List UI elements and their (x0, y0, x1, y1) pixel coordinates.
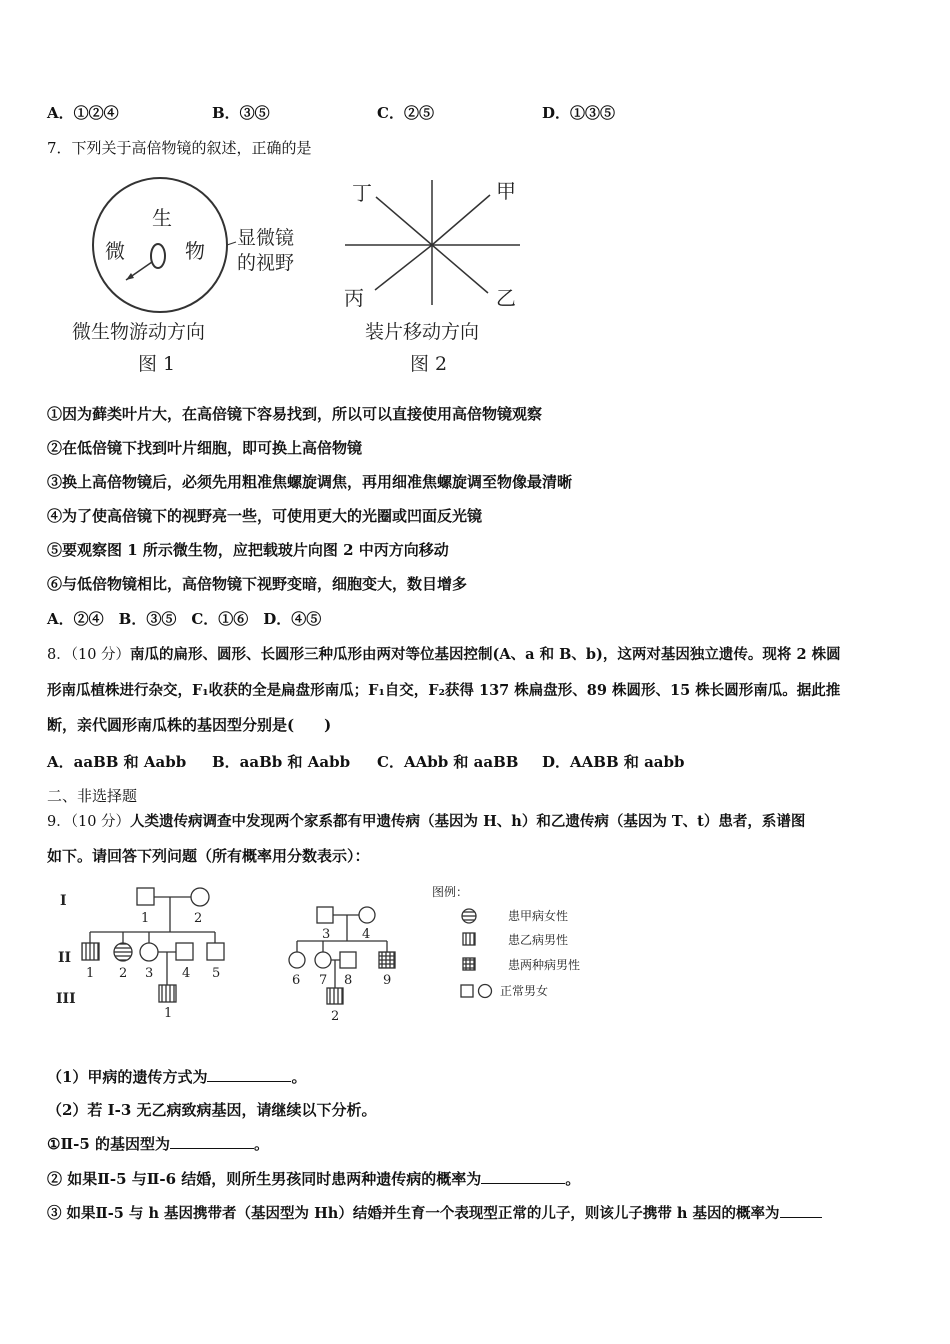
svg-text:3: 3 (145, 966, 154, 981)
q6-option-a: A．①②④ (47, 104, 119, 122)
svg-text:生: 生 (152, 206, 172, 230)
svg-text:图 2: 图 2 (410, 353, 448, 375)
svg-text:III: III (56, 991, 76, 1007)
svg-text:1: 1 (141, 911, 150, 926)
svg-text:1: 1 (164, 1006, 173, 1021)
q7-item-5: ⑤要观察图 1 所示微生物，应把载玻片向图 2 中丙方向移动 (47, 541, 449, 559)
svg-text:6: 6 (292, 973, 301, 988)
svg-text:2: 2 (331, 1009, 340, 1024)
q8-option-b: B．aaBb 和 Aabb (212, 753, 351, 771)
q8-number: 8．（10 分） (47, 647, 131, 663)
svg-text:患两种病男性: 患两种病男性 (508, 958, 581, 972)
q7-item-2: ②在低倍镜下找到叶片细胞，即可换上高倍物镜 (47, 439, 363, 457)
q8-option-c: C．AAbb 和 aaBB (377, 753, 519, 771)
pedigree-chart (40, 870, 600, 1030)
svg-text:甲: 甲 (496, 179, 516, 203)
q9-sub2: （2）若 I-3 无乙病致病基因，请继续以下分析。 (47, 1101, 377, 1119)
q9-sub2-1-end: 。 (253, 1135, 269, 1153)
figure-2 (344, 179, 520, 375)
svg-text:乙: 乙 (496, 286, 516, 310)
svg-text:8: 8 (344, 973, 353, 988)
svg-text:9: 9 (383, 973, 392, 988)
q9-sub2-2: ② 如果Ⅱ-5 与Ⅱ-6 结婚，则所生男孩同时患两种遗传病的概率为 (47, 1170, 482, 1188)
svg-text:患甲病女性: 患甲病女性 (508, 909, 569, 923)
pedigree-legend (432, 884, 580, 998)
q9-sub1-answer-blank[interactable] (207, 1081, 291, 1082)
q8-line-3: 断，亲代圆形南瓜株的基因型分别是( ) (47, 716, 332, 734)
q9-sub2-3-answer-blank[interactable] (780, 1217, 822, 1218)
svg-text:显微镜: 显微镜 (237, 227, 295, 249)
q9-sub2-1: ①Ⅱ-5 的基因型为 (47, 1135, 170, 1153)
svg-text:5: 5 (212, 966, 221, 981)
q7-item-3: ③换上高倍物镜后，必须先用粗准焦螺旋调焦，再用细准焦螺旋调至物像最清晰 (47, 473, 573, 491)
q8-line-2: 形南瓜植株进行杂交，F₁收获的全是扁盘形南瓜；F₁自交，F₂获得 137 株扁盘形、89 株圆形、15 株长圆形南瓜。据此推 (47, 682, 841, 699)
q9-line-1: 人类遗传病调查中发现两个家系都有甲遗传病（基因为 H、h）和乙遗传病（基因为 T、t）患者，系谱图 (130, 813, 806, 830)
q8-option-d: D．AABB 和 aabb (542, 753, 685, 771)
q6-option-b: B．③⑤ (212, 104, 270, 122)
svg-text:物: 物 (185, 239, 205, 263)
svg-text:I: I (60, 893, 67, 909)
q8-line-1: 南瓜的扁形、圆形、长圆形三种瓜形由两对等位基因控制(A、a 和 B、b)，这两对基因独立遗传。现将 2 株圆 (130, 646, 841, 663)
svg-text:2: 2 (119, 966, 128, 981)
svg-text:4: 4 (362, 927, 371, 942)
q6-option-c: C．②⑤ (377, 104, 434, 122)
q9-sub2-2-answer-blank[interactable] (481, 1183, 565, 1184)
q9-line-2: 如下。请回答下列问题（所有概率用分数表示）： (47, 847, 370, 865)
figure-1 (72, 178, 294, 375)
q9-number: 9．（10 分） (47, 814, 131, 830)
svg-text:7: 7 (319, 973, 328, 988)
q9-sub2-2-end: 。 (565, 1170, 581, 1188)
q6-option-d: D．①③⑤ (542, 104, 616, 122)
svg-text:4: 4 (182, 966, 191, 981)
q7-stem: 7．下列关于高倍物镜的叙述，正确的是 (47, 139, 312, 157)
section-heading: 二、非选择题 (47, 787, 138, 805)
svg-text:3: 3 (322, 927, 331, 942)
svg-text:2: 2 (194, 911, 203, 926)
q9-sub2-3: ③ 如果Ⅱ-5 与 h 基因携带者（基因型为 Hh）结婚并生育一个表现型正常的儿子，则该儿子携带 h 基因的概率为 (47, 1205, 780, 1222)
svg-text:微生物游动方向: 微生物游动方向 (72, 321, 206, 343)
q9-sub1: （1）甲病的遗传方式为 (47, 1068, 208, 1086)
svg-text:正常男女: 正常男女 (500, 984, 549, 998)
svg-text:的视野: 的视野 (237, 252, 295, 274)
svg-text:图例：: 图例： (432, 885, 469, 899)
q7-item-1: ①因为藓类叶片大，在高倍镜下容易找到，所以可以直接使用高倍物镜观察 (47, 405, 543, 423)
q8-option-a: A．aaBB 和 Aabb (47, 753, 187, 771)
svg-text:丙: 丙 (344, 286, 364, 310)
q7-item-6: ⑥与低倍物镜相比，高倍物镜下视野变暗，细胞变大，数目增多 (47, 575, 468, 593)
q7-item-4: ④为了使高倍镜下的视野亮一些，可使用更大的光圈或凹面反光镜 (47, 507, 483, 525)
q7-figures (60, 170, 540, 380)
svg-text:丁: 丁 (352, 181, 372, 205)
q7-options: A．②④ B．③⑤ C．①⑥ D．④⑤ (47, 610, 322, 628)
svg-text:1: 1 (86, 966, 95, 981)
q9-sub1-end: 。 (291, 1068, 307, 1086)
svg-text:装片移动方向: 装片移动方向 (365, 321, 480, 343)
svg-text:II: II (58, 950, 72, 966)
svg-text:患乙病男性: 患乙病男性 (508, 933, 569, 947)
svg-text:微: 微 (105, 239, 125, 263)
q9-sub2-1-answer-blank[interactable] (170, 1148, 254, 1149)
svg-text:图 1: 图 1 (138, 353, 176, 375)
